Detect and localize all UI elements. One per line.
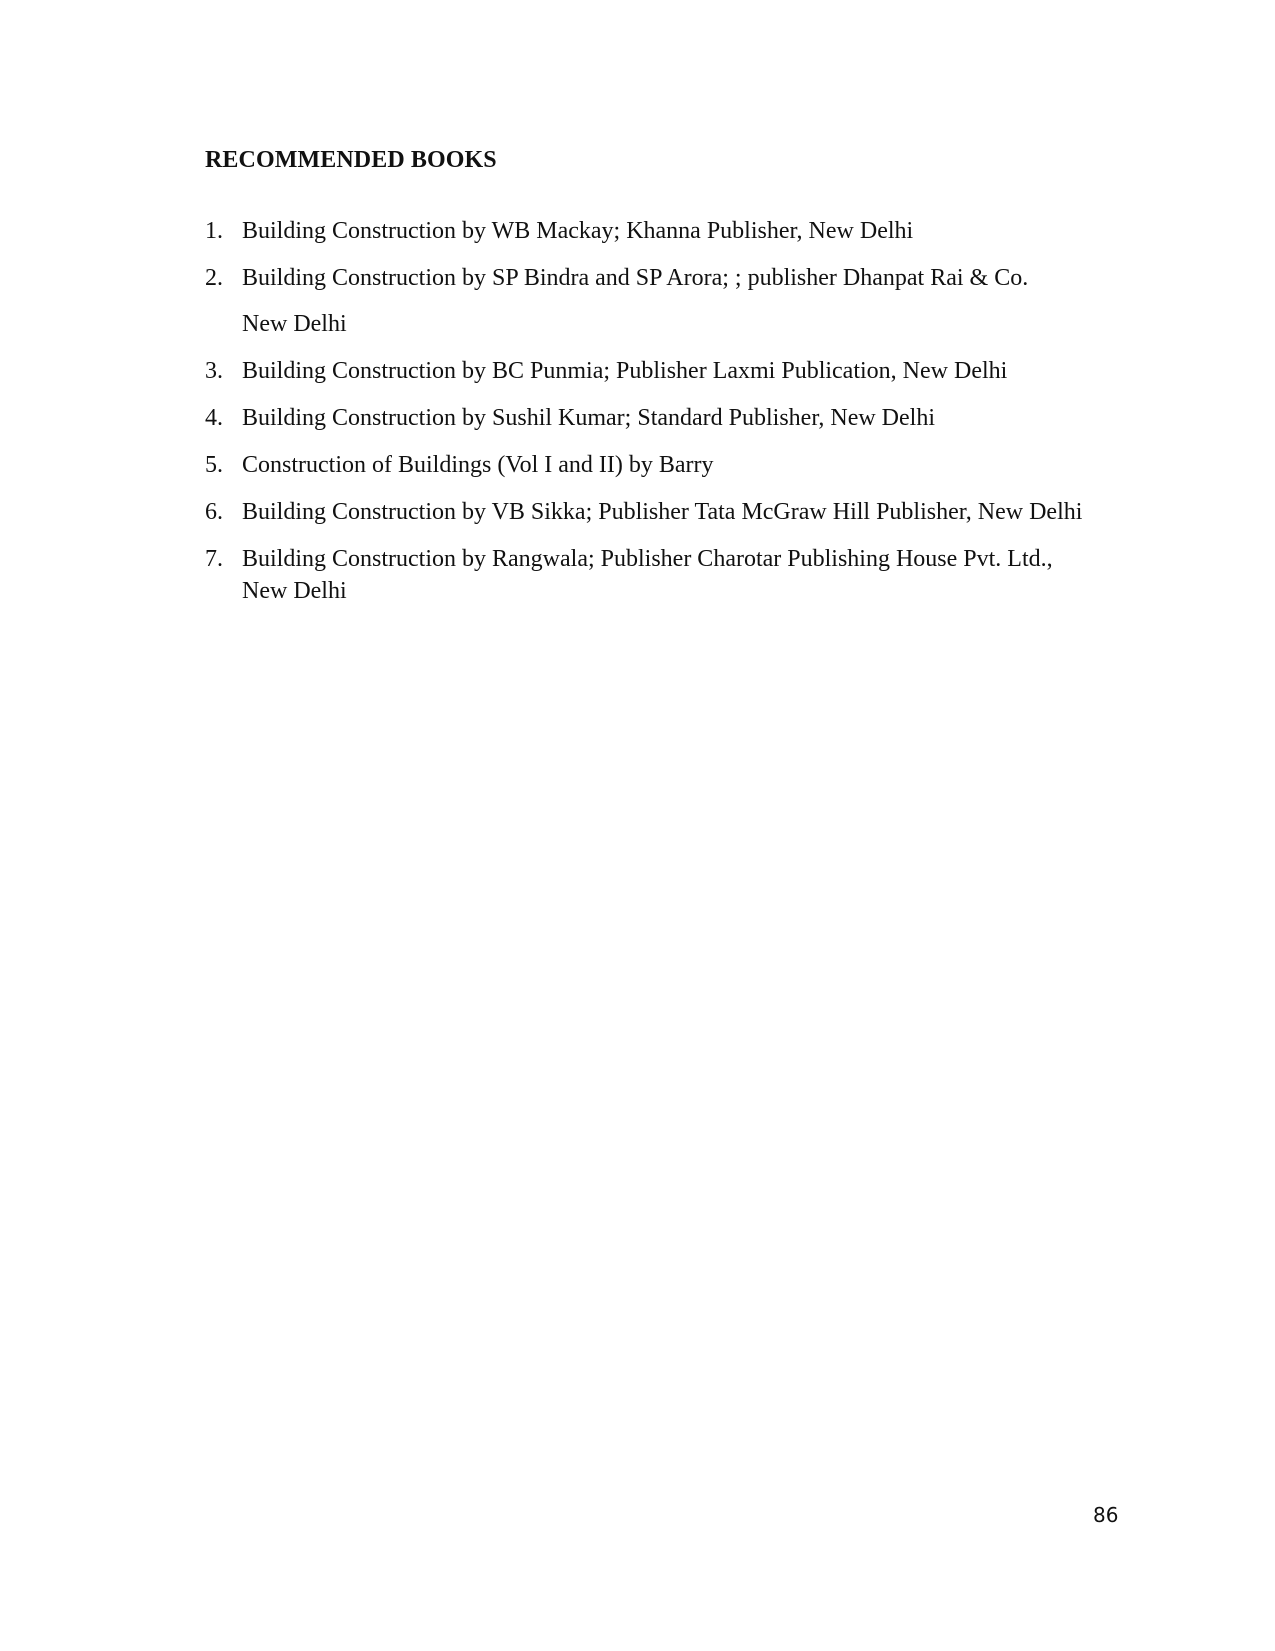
list-item-text: Building Construction by VB Sikka; Publisher Tata McGraw Hill Publisher, New Delhi	[242, 499, 1083, 525]
list-item-number: 1.	[205, 218, 223, 244]
list-item-number: 3.	[205, 358, 223, 384]
list-item-text: Building Construction by SP Bindra and SP Arora; ; publisher Dhanpat Rai & Co.	[242, 265, 1029, 291]
list-item-number: 6.	[205, 499, 223, 525]
list-item	[205, 543, 1053, 576]
list-item-number: 5.	[205, 452, 223, 478]
list-item	[205, 449, 714, 482]
list-item-text: Construction of Buildings (Vol I and II) by Barry	[242, 452, 714, 478]
list-item-number: 7.	[205, 546, 223, 572]
list-item-text: Building Construction by Rangwala; Publisher Charotar Publishing House Pvt. Ltd.,	[242, 546, 1053, 572]
section-heading: RECOMMENDED BOOKS	[205, 147, 497, 173]
page-number: 86	[1093, 1503, 1119, 1527]
list-item-text: Building Construction by BC Punmia; Publisher Laxmi Publication, New Delhi	[242, 358, 1008, 384]
list-item-text: Building Construction by Sushil Kumar; Standard Publisher, New Delhi	[242, 405, 935, 431]
list-item-continuation: New Delhi	[242, 578, 347, 604]
list-item	[205, 262, 1028, 295]
list-item	[205, 355, 1007, 388]
list-item-continuation: New Delhi	[242, 311, 347, 337]
list-item-text: Building Construction by WB Mackay; Khanna Publisher, New Delhi	[242, 218, 914, 244]
list-item	[205, 402, 935, 435]
list-item	[205, 215, 913, 248]
list-item-number: 4.	[205, 405, 223, 431]
list-item	[205, 496, 1082, 529]
list-item-number: 2.	[205, 265, 223, 291]
